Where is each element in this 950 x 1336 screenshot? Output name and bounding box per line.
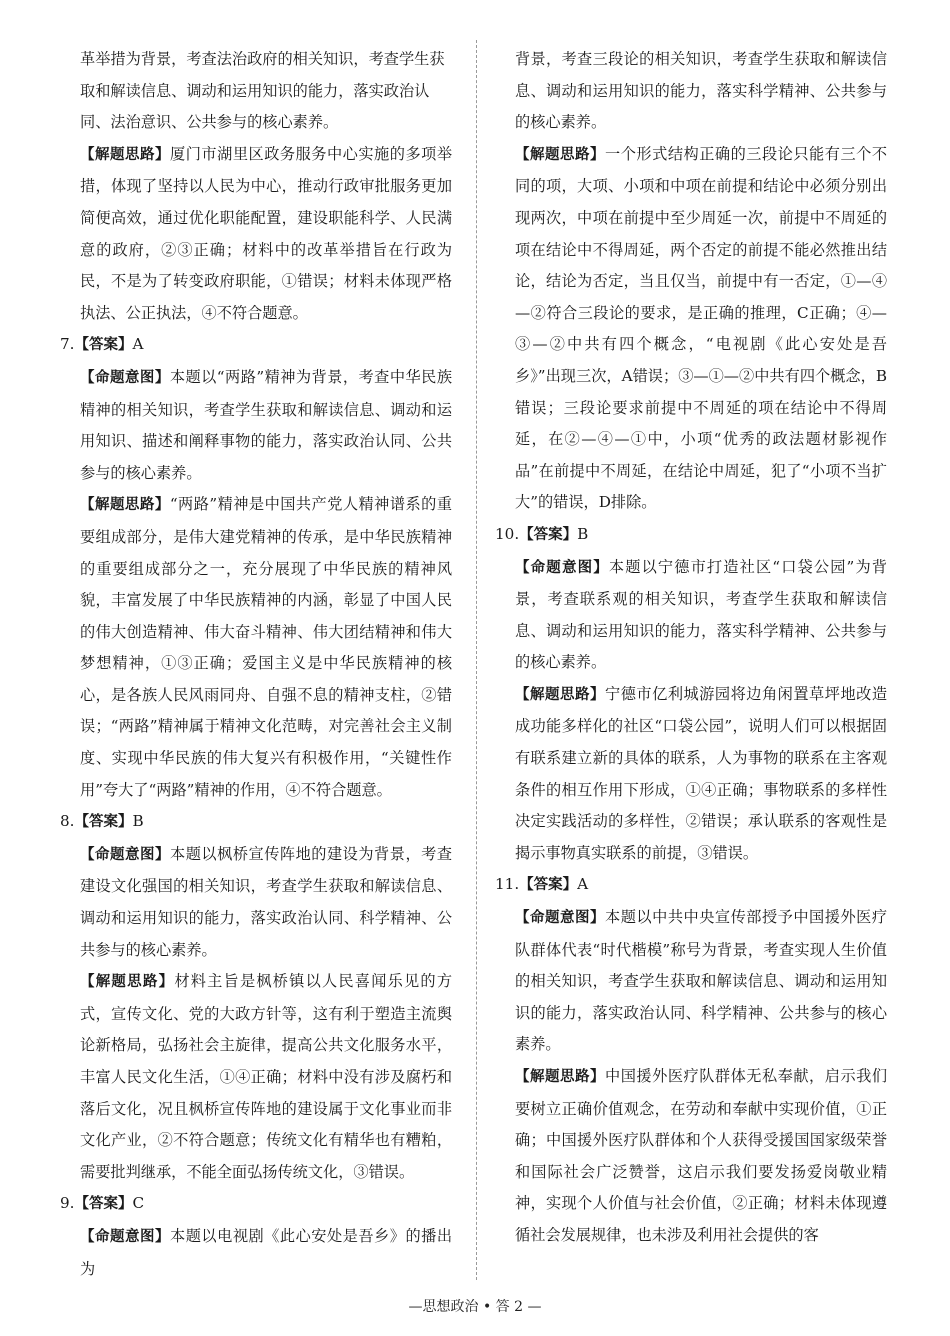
analysis-label: 【解题思路】	[515, 1069, 606, 1085]
q11-analysis	[495, 1061, 887, 1252]
intent-label: 【命题意图】	[515, 910, 606, 927]
q6-analysis	[60, 139, 452, 330]
q11-answer	[495, 869, 887, 902]
analysis-text: 一个形式结构正确的三段论只能有三个不同的项，大项、小项和中项在前提和结论中必须分别出现两次，中项在前提中至少周延一次，前提中不周延的项在结论中不得周延，两个否定的前提不能必然推出结论，结论为否定，当且仅当，前提中有一否定，①—④—②符合三段论的要求，是正确的推理，C正确；④—③—②中共有四个概念，“电视剧《此心安处是吾乡》”出现三次，A错误；③—①—②中共有四个概念，B错误；三段论要求前提中不周延的项在结论中不得周延，在②—④—①中，小项“优秀的政法题材影视作品”在前提中不周延，在结论中周延，犯了“小项不当扩大”的错误，D排除。	[515, 144, 888, 512]
q7-intent	[60, 362, 452, 489]
q10-analysis	[495, 679, 887, 870]
question-number: 7.	[60, 335, 75, 354]
continuation-line: 革举措为背景，考查法治政府的相关知识，考查学生获	[80, 50, 445, 68]
answer-label: 【答案】	[74, 1196, 133, 1213]
q8-answer	[60, 806, 452, 839]
q9-intent-start	[60, 1221, 452, 1285]
intent-text: 本题以“两路”精神为背景，考查中华民族精神的相关知识，考查学生获取和解读信息、调动和运用知识、描述和阐释事物的能力，落实政治认同、公共参与的核心素养。	[80, 367, 453, 482]
intent-text: 本题以中共中央宣传部授予中国援外医疗队群体代表“时代楷模”称号为背景，考查实现人生价值的相关知识，考查学生获取和解读信息、调动和运用知识的能力，落实政治认同、科学精神、公共参与的核心素养。	[515, 908, 888, 1054]
q7-answer	[60, 329, 452, 362]
continuation-line: 取和解读信息、调动和运用知识的能力，落实政治认	[80, 81, 430, 100]
q6-continuation	[60, 44, 452, 139]
q11-intent	[495, 902, 887, 1061]
analysis-text: 材料主旨是枫桥镇以人民喜闻乐见的方式，宣传文化、党的大政方针等，这有利于塑造主流舆论新格局，弘扬社会主旋律，提高公共文化服务水平，丰富人民文化生活，①④正确；材料中没有涉及腐朽和落后文化，况且枫桥宣传阵地的建设属于文化事业而非文化产业，②不符合题意；传统文化有精华也有糟粕，需要批判继承，不能全面弘扬传统文化，③错误。	[80, 972, 452, 1181]
question-number: 9.	[60, 1194, 75, 1213]
analysis-label: 【解题思路】	[80, 497, 170, 514]
intent-label: 【命题意图】	[515, 559, 609, 576]
q7-analysis	[60, 489, 452, 806]
intent-label: 【命题意图】	[80, 1228, 171, 1245]
analysis-label: 【解题思路】	[515, 686, 606, 703]
answer-value: A	[132, 335, 144, 354]
right-column	[495, 44, 887, 1252]
answer-label: 【答案】	[74, 814, 133, 831]
answer-label: 【答案】	[519, 526, 578, 543]
question-number: 8.	[60, 812, 75, 831]
q9-analysis	[495, 139, 887, 519]
question-number: 10.	[495, 524, 520, 543]
intent-label: 【命题意图】	[80, 846, 171, 863]
analysis-label: 【解题思路】	[80, 974, 175, 991]
left-column	[60, 44, 452, 1285]
q10-intent	[495, 552, 887, 679]
analysis-label: 【解题思路】	[515, 146, 606, 163]
answer-value: A	[577, 875, 589, 894]
q10-answer	[495, 519, 887, 552]
continuation-line: 同、法治意识、公共参与的核心素养。	[80, 113, 339, 132]
column-divider	[476, 40, 477, 1280]
q9-intent-continued: 背景，考查三段论的相关知识，考查学生获取和解读信息、调动和运用知识的能力，落实科学精神、公共参与的核心素养。	[515, 50, 887, 132]
page-footer: —思想政治 • 答 2 —	[408, 1299, 542, 1315]
answer-value: B	[132, 812, 144, 831]
analysis-text: 厦门市湖里区政务服务中心实施的多项举措，体现了坚持以人民为中心，推动行政审批服务更加简便高效，通过优化职能配置，建设职能科学、人民满意的政府，②③正确；材料中的改革举措旨在行政为民，不是为了转变政府职能，①错误；材料未体现严格执法、公正执法，④不符合题意。	[80, 144, 453, 322]
analysis-text: “两路”精神是中国共产党人精神谱系的重要组成部分，是伟大建党精神的传承，是中华民族精神的重要组成部分之一，充分展现了中华民族的精神风貌，丰富发展了中华民族精神的内涵，彰显了中国人民的伟大创造精神、伟大奋斗精神、伟大团结精神和伟大梦想精神，①③正确；爱国主义是中华民族精神的核心，是各族人民风雨同舟、自强不息的精神支柱，②错误；“两路”精神属于精神文化范畴，对完善社会主义制度、实现中华民族的伟大复兴有积极作用，“关键性作用”夸大了“两路”精神的作用，④不符合题意。	[80, 495, 453, 799]
intent-text: 本题以枫桥宣传阵地的建设为背景，考查建设文化强国的相关知识，考查学生获取和解读信息、调动和运用知识的能力，落实政治认同、科学精神、公共参与的核心素养。	[80, 844, 453, 959]
answer-label: 【答案】	[74, 337, 133, 354]
question-number: 11.	[495, 875, 520, 894]
intent-label: 【命题意图】	[80, 369, 170, 386]
q8-intent	[60, 839, 452, 966]
analysis-text: 宁德市亿利城游园将边角闲置草坪地改造成功能多样化的社区“口袋公园”，说明人们可以根据固有联系建立新的具体的联系，人为事物的联系在主客观条件的相互作用下形成，①④正确；事物联系的多样性决定实践活动的多样性，②错误；承认联系的客观性是揭示事物真实联系的前提，③错误。	[515, 684, 888, 862]
answer-value: C	[132, 1194, 145, 1213]
analysis-text: 中国援外医疗队群体无私奉献，启示我们要树立正确价值观念，在劳动和奉献中实现价值，①正确；中国援外医疗队群体和个人获得受援国国家级荣誉和国际社会广泛赞誉，这启示我们要发扬爱岗敬业精神，实现个人价值与社会价值，②正确；材料未体现遵循社会发展规律，也未涉及利用社会提供的客	[515, 1067, 888, 1244]
q8-analysis	[60, 966, 452, 1188]
intent-text: 本题以宁德市打造社区“口袋公园”为背景，考查联系观的相关知识，考查学生获取和解读信息、调动和运用知识的能力，落实科学精神、公共参与的核心素养。	[515, 557, 887, 672]
intent-text: 本题以电视剧《此心安处是吾乡》的播出为	[80, 1226, 453, 1278]
answer-label: 【答案】	[519, 877, 578, 894]
analysis-label: 【解题思路】	[80, 146, 171, 163]
answer-value: B	[577, 524, 589, 543]
q9-answer	[60, 1188, 452, 1221]
